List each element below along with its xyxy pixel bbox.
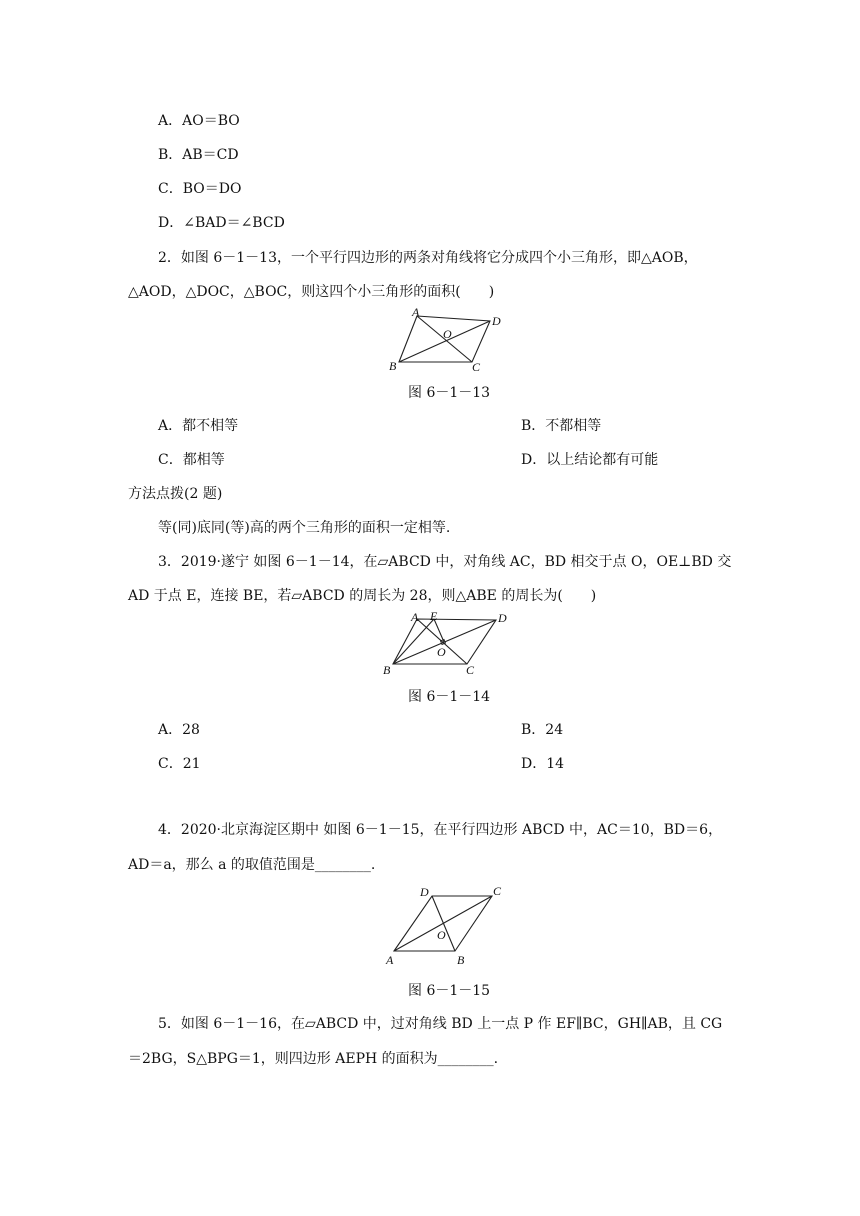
q1-option-c: C．BO＝DO — [158, 181, 242, 197]
q2-option-c: C．都相等 — [158, 452, 225, 468]
label-c: C — [472, 360, 481, 374]
method-heading: 方法点拨(2 题) — [128, 486, 223, 502]
label-b: B — [457, 953, 465, 967]
figure-6-1-13 — [384, 306, 514, 376]
label-a: A — [411, 610, 419, 624]
q3-option-a: A．28 — [158, 722, 200, 738]
q2-option-d: D．以上结论都有可能 — [521, 452, 659, 468]
figure-6-1-14 — [380, 608, 510, 680]
q2-option-a: A．都不相等 — [158, 418, 239, 434]
label-e: E — [430, 609, 438, 623]
label-d: D — [492, 314, 501, 328]
label-d: D — [498, 611, 507, 625]
label-a: A — [386, 953, 394, 967]
q3-option-d: D．14 — [521, 756, 565, 772]
label-a: A — [412, 306, 420, 319]
label-o: O — [443, 327, 452, 341]
q4-figure-caption: 图 6－1－15 — [408, 983, 491, 999]
q5-stem-line2: ＝2BG，S△BPG＝1，则四边形 AEPH 的面积为________. — [128, 1051, 499, 1067]
label-c: C — [466, 663, 475, 677]
q2-stem-line2: △AOD，△DOC，△BOC，则这四个小三角形的面积( ) — [128, 284, 495, 300]
q1-option-d: D．∠BAD＝∠BCD — [158, 215, 285, 231]
q3-stem-line2: AD 于点 E，连接 BE，若▱ABCD 的周长为 28，则△ABE 的周长为( ) — [128, 588, 597, 604]
q3-option-b: B．24 — [521, 722, 564, 738]
q1-option-a: A．AO＝BO — [158, 113, 240, 129]
q1-option-b: B．AB＝CD — [158, 147, 239, 163]
label-c: C — [493, 884, 502, 898]
figure-6-1-15 — [380, 880, 510, 970]
q4-stem-line2: AD＝a，那么 a 的取值范围是________. — [128, 857, 376, 873]
q4-stem-line1: 4．2020·北京海淀区期中 如图 6－1－15，在平行四边形 ABCD 中，AC＝10，BD＝6， — [158, 822, 723, 838]
q3-figure-caption: 图 6－1－14 — [408, 689, 491, 705]
q2-option-b: B．不都相等 — [521, 418, 602, 434]
q2-figure-caption: 图 6－1－13 — [408, 385, 491, 401]
q3-stem-line1: 3．2019·遂宁 如图 6－1－14，在▱ABCD 中，对角线 AC，BD 相交于点 O，OE⊥BD 交 — [158, 554, 732, 570]
label-b: B — [383, 663, 391, 677]
q5-stem-line1: 5．如图 6－1－16，在▱ABCD 中，过对角线 BD 上一点 P 作 EF∥BC，GH∥AB，且 CG — [158, 1016, 723, 1032]
method-text: 等(同)底同(等)高的两个三角形的面积一定相等. — [158, 520, 451, 536]
label-o: O — [437, 928, 446, 942]
q3-option-c: C．21 — [158, 756, 201, 772]
label-d: D — [420, 885, 429, 899]
q2-stem-line1: 2．如图 6－1－13，一个平行四边形的两条对角线将它分成四个小三角形，即△AOB， — [158, 250, 698, 266]
label-b: B — [389, 359, 397, 373]
label-o: O — [437, 645, 446, 659]
diagonal-bd — [432, 896, 455, 951]
